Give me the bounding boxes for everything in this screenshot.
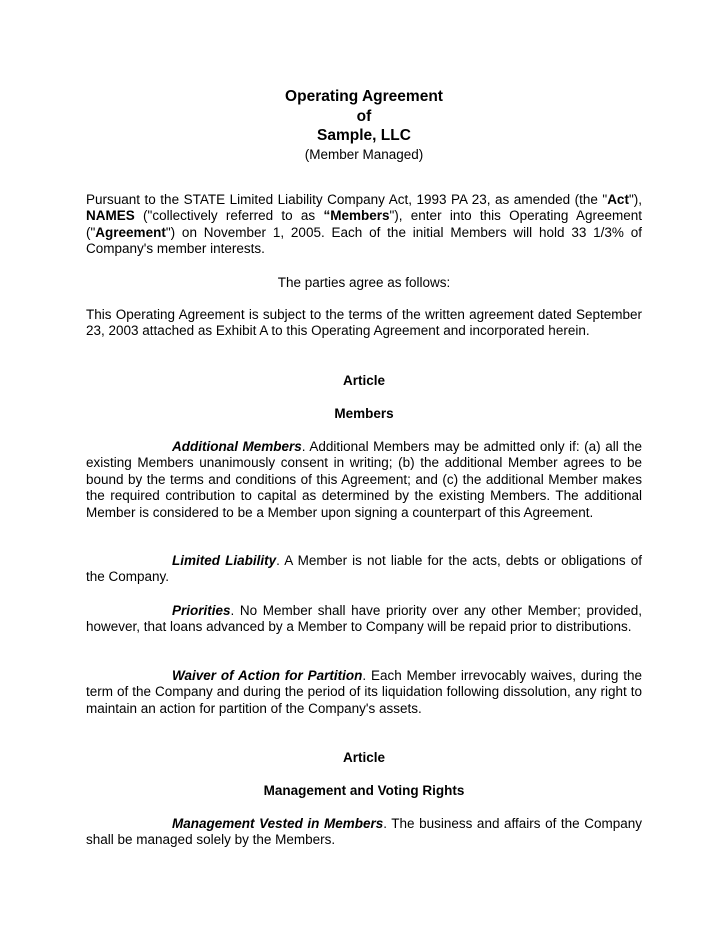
- section-term: Priorities: [172, 603, 231, 618]
- intro-text-2: "),: [628, 192, 642, 207]
- section-text: . The business and affairs of the Company shall be managed solely by the Members.: [86, 816, 642, 848]
- article2-title: Management and Voting Rights: [263, 783, 465, 798]
- section-text: . Each Member irrevocably waives, during the term of the Company and during the period of its liquidation following dissolution, any right to maintain an action for partition of the Company's assets.: [86, 668, 642, 716]
- section-priorities: [86, 603, 642, 636]
- article1-label: Article: [342, 373, 386, 388]
- title-block: [0, 87, 728, 163]
- section-term: Waiver of Action for Partition: [172, 668, 363, 683]
- subtitle: (Member Managed): [304, 146, 424, 162]
- section-term: Additional Members: [172, 439, 302, 454]
- section-term: Limited Liability: [172, 553, 277, 568]
- names-term: NAMES: [86, 208, 135, 224]
- agreement-term: Agreement: [95, 224, 166, 240]
- intro-text-5: ") on November 1, 2005. Each of the initial Members will hold 33 1/3% of Company's member interests.: [86, 224, 642, 257]
- section-text: . Additional Members may be admitted only if: (a) all the existing Members unanimously consent in writing; (b) the additional Member agrees to be bound by the terms and conditions of this Agreement; and (c) the additional Member makes the required contribution to capital as determined by the existing Members. The additional Member is considered to be a Member upon signing a counterpart of this Agreement.: [86, 439, 642, 520]
- article2-label: Article: [342, 750, 386, 765]
- title-line-3: Sample, LLC: [317, 127, 411, 144]
- section-limited-liability: [86, 553, 642, 586]
- intro-text-1: Pursuant to the STATE Limited Liability Company Act, 1993 PA 23, as amended (the ": [86, 192, 608, 207]
- title-line-1: Operating Agreement: [285, 88, 443, 105]
- section-term: Management Vested in Members: [172, 816, 384, 831]
- title-line-2: of: [356, 107, 372, 125]
- intro-text-4: "), enter into this Operating Agreement (": [86, 208, 642, 240]
- section-text: . A Member is not liable for the acts, debts or obligations of the Company.: [86, 553, 642, 585]
- parties-agree-line: The parties agree as follows:: [277, 275, 451, 290]
- section-text: . No Member shall have priority over any other Member; provided, however, that loans advanced by a Member to Company will be repaid prior to distributions.: [86, 603, 642, 635]
- section-waiver-partition: [86, 668, 642, 717]
- intro-text-3: ("collectively referred to as: [134, 208, 324, 224]
- intro-paragraph: [86, 192, 642, 258]
- section-management-vested: [86, 816, 642, 849]
- members-term: “Members: [323, 208, 390, 224]
- act-term: Act: [607, 192, 629, 207]
- exhibit-paragraph: This Operating Agreement is subject to the terms of the written agreement dated September 23, 2003 attached as Exhibit A to this Operating Agreement and incorporated herein.: [86, 307, 642, 339]
- article1-title: Members: [334, 406, 394, 421]
- section-additional-members: [86, 439, 642, 521]
